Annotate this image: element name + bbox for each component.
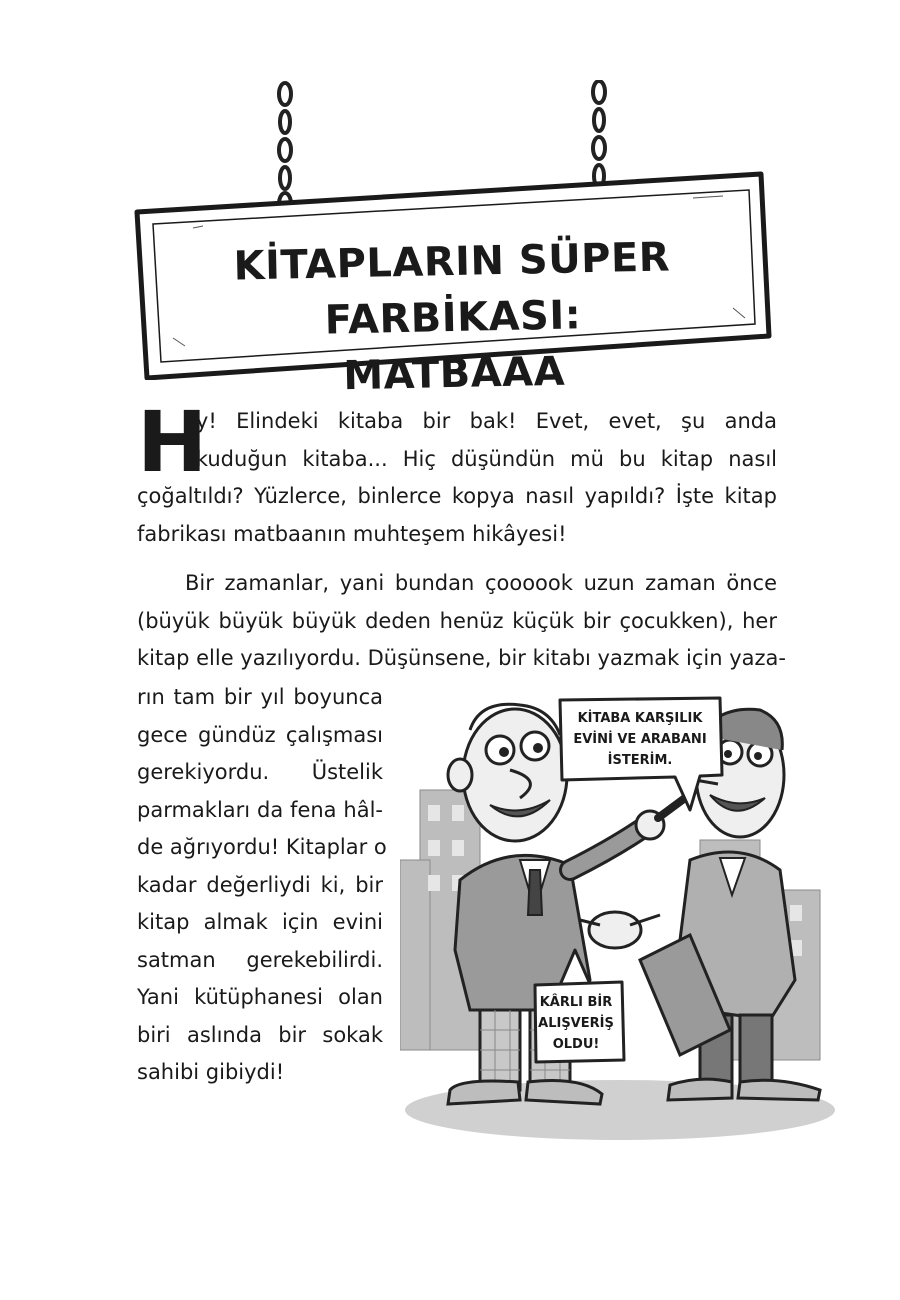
paragraph-1-line: okuduğun kitaba... Hiç düşündün mü bu kitap nasıl — [183, 446, 777, 471]
illustration-handshake — [400, 680, 840, 1140]
paragraph-2-line: kitap almak için evini — [137, 910, 383, 934]
paragraph-2-line: Bir zamanlar, yani bundan çoooook uzun zaman önce — [185, 571, 777, 595]
page-title — [131, 227, 774, 408]
paragraph-1-line: çoğaltıldı? Yüzlerce, binlerce kopya nasıl yapıldı? İşte kitap — [137, 484, 777, 508]
paragraph-2-line: biri aslında bir sokak — [137, 1022, 383, 1047]
paragraph-2-line: kadar değerliydi ki, bir — [137, 872, 383, 897]
bubble-bottom-line: KÂRLI BİR — [539, 995, 613, 1010]
paragraph-2-line: satman gerekebilirdi. — [137, 947, 383, 972]
paragraph-2 — [137, 565, 786, 678]
paragraph-2-line: parmakları da fena hâl- — [137, 797, 383, 822]
title-sign — [133, 168, 773, 400]
paragraph-2-wrapped — [137, 679, 387, 1092]
paragraph-2-line: Yani kütüphanesi olan — [137, 985, 383, 1009]
speech-bubble-top — [565, 708, 715, 771]
bubble-top-line: İSTERİM. — [607, 753, 673, 768]
paragraph-2-line: de ağrıyordu! Kitaplar o — [137, 835, 387, 859]
bubble-top-line: EVİNİ VE ARABANI — [573, 732, 707, 747]
bubble-bottom-line: ALIŞVERİŞ — [538, 1016, 614, 1031]
paragraph-2-line: sahibi gibiydi! — [137, 1060, 285, 1084]
paragraph-1 — [137, 393, 777, 553]
paragraph-2-line: rın tam bir yıl boyunca — [137, 685, 383, 709]
title-line-1: KİTAPLARIN SÜPER FARBİKASI: — [233, 234, 671, 344]
paragraph-1-line: ey! Elindeki kitaba bir bak! Evet, evet, şu anda — [183, 409, 777, 433]
bubble-bottom-line: OLDU! — [552, 1037, 600, 1052]
paragraph-2-line: kitap elle yazılıyordu. Düşünsene, bir kitabı yazmak için yaza- — [137, 646, 786, 670]
paragraph-2-line: (büyük büyük büyük deden henüz küçük bir çocukken), her — [137, 608, 777, 633]
drop-cap: H — [137, 393, 208, 491]
paragraph-2-line: gece gündüz çalışması — [137, 722, 383, 747]
paragraph-2-line: gerekiyordu. Üstelik — [137, 760, 383, 784]
bubble-top-line: KİTABA KARŞILIK — [577, 711, 703, 726]
speech-bubble-bottom — [536, 992, 616, 1055]
paragraph-1-line: fabrikası matbaanın muhteşem hikâyesi! — [137, 521, 567, 546]
title-line-2: MATBAAA — [342, 348, 566, 400]
